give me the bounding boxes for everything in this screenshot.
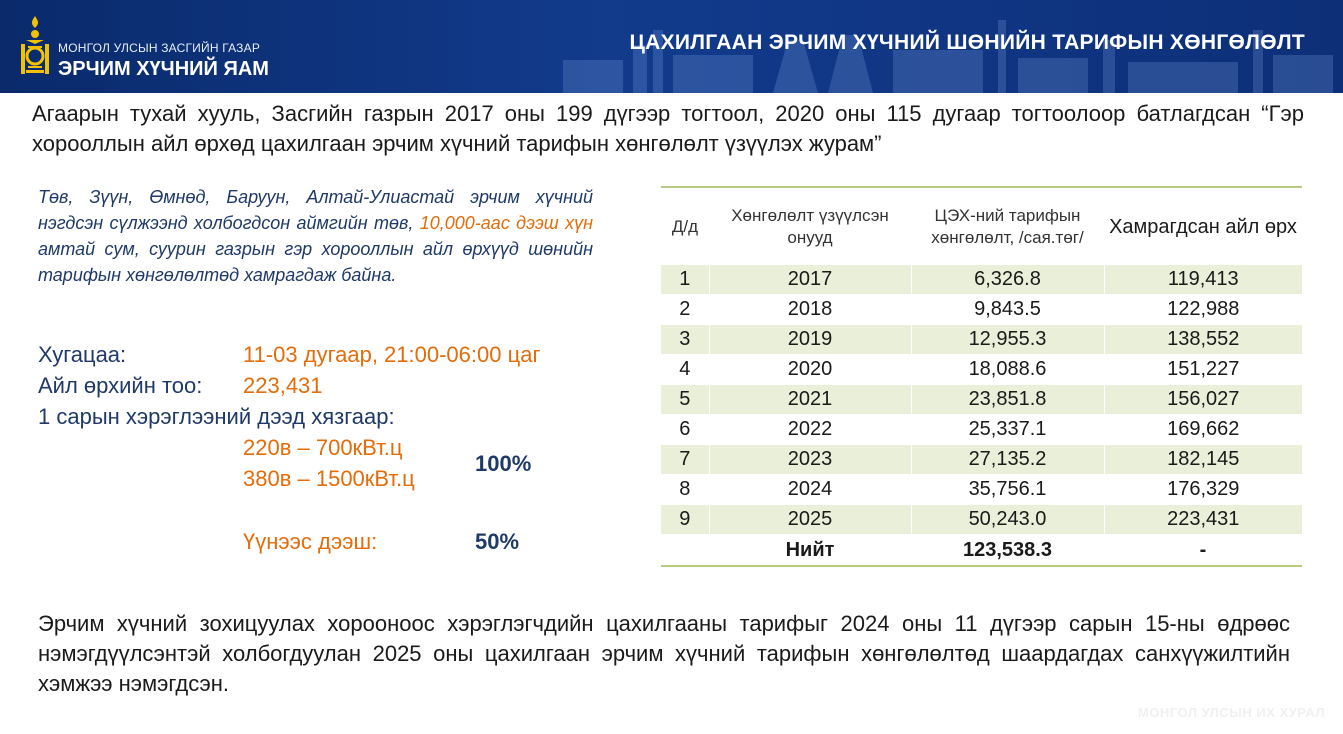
cell-no: 5 (661, 385, 709, 415)
soyombo-emblem-icon (18, 14, 52, 78)
cell-discount: 50,243.0 (911, 505, 1104, 535)
cell-no: 1 (661, 265, 709, 295)
cell-no: 9 (661, 505, 709, 535)
table-row (661, 475, 1302, 505)
households-label: Айл өрхийн тоо: (38, 373, 203, 398)
limit-discount-percent: 100% (475, 451, 532, 476)
cell-households: 138,552 (1104, 325, 1302, 355)
cell-year: 2018 (709, 295, 911, 325)
cell-no: 6 (661, 415, 709, 445)
period-label: Хугацаа: (38, 342, 127, 367)
cell-discount: 27,135.2 (911, 445, 1104, 475)
coverage-note (38, 184, 593, 288)
limit-label: 1 сарын хэрэглээний дээд хязгаар: (38, 404, 395, 429)
cell-households: 122,988 (1104, 295, 1302, 325)
table-row (661, 295, 1302, 325)
cell-no: 2 (661, 295, 709, 325)
table-row (661, 325, 1302, 355)
cell-discount: 12,955.3 (911, 325, 1104, 355)
header-banner (0, 0, 1343, 93)
cell-discount: 35,756.1 (911, 475, 1104, 505)
cell-discount: 25,337.1 (911, 415, 1104, 445)
header-years: Хөнгөлөлт үзүүлсэн онууд (709, 187, 911, 265)
table-row (661, 265, 1302, 295)
cell-year: 2022 (709, 415, 911, 445)
government-label: МОНГОЛ УЛСЫН ЗАСГИЙН ГАЗАР (58, 41, 261, 55)
cell-total-label: Нийт (709, 535, 911, 567)
cell-year: 2020 (709, 355, 911, 385)
note-highlight: 10,000-аас дээш хүн (419, 213, 593, 233)
header-households: Хамрагдсан айл өрх (1104, 187, 1302, 265)
cell-households: 223,431 (1104, 505, 1302, 535)
table-header-row (661, 187, 1302, 265)
cell-households: 151,227 (1104, 355, 1302, 385)
cell-no: 8 (661, 475, 709, 505)
cell-households: 182,145 (1104, 445, 1302, 475)
cell-no: 4 (661, 355, 709, 385)
page-title: ЦАХИЛГААН ЭРЧИМ ХҮЧНИЙ ШӨНИЙН ТАРИФЫН ХӨНГӨЛӨЛТ (629, 31, 1305, 54)
header-discount: ЦЭХ-ний тарифын хөнгөлөлт, /сая.төг/ (911, 187, 1104, 265)
header-no: Д/д (661, 187, 709, 265)
cell-households: 169,662 (1104, 415, 1302, 445)
table-row (661, 445, 1302, 475)
table-row (661, 355, 1302, 385)
cell-year: 2021 (709, 385, 911, 415)
discount-table (661, 186, 1302, 567)
cell-year: 2024 (709, 475, 911, 505)
cell-year: 2025 (709, 505, 911, 535)
table-total-row (661, 535, 1302, 567)
table-row (661, 385, 1302, 415)
table-row (661, 505, 1302, 535)
cell-year: 2019 (709, 325, 911, 355)
households-value: 223,431 (243, 373, 323, 398)
cell-households: 119,413 (1104, 265, 1302, 295)
intro-paragraph: Агаарын тухай хууль, Засгийн газрын 2017 оны 199 дүгээр тогтоол, 2020 оны 115 дугаар тогтоолоор батлагдсан “Гэр хорооллын айл өрхөд цахилгаан эрчим хүчний тарифын хөнгөлөлт үзүүлэх журам” (32, 101, 1304, 156)
cell-total-empty (661, 535, 709, 567)
cell-total-value: 123,538.3 (911, 535, 1104, 567)
footer-paragraph: Эрчим хүчний зохицуулах хорооноос хэрэглэгчдийн цахилгааны тарифыг 2024 оны 11 дүгээр сарын 15-ны өдрөөс нэмэгдүүлсэнтэй холбогдуулан 2025 оны цахилгаан эрчим хүчний тарифын хөнгөлөлтөд шаардагдах санхүүжилтийн хэмжээ нэмэгдсэн. (38, 611, 1290, 696)
ministry-name: ЭРЧИМ ХҮЧНИЙ ЯАМ (58, 58, 269, 80)
cell-no: 3 (661, 325, 709, 355)
cell-households: 156,027 (1104, 385, 1302, 415)
note-text-2: амтай сум, суурин газрын гэр хорооллын айл өрхүүд шөнийн тарифын хөнгөлөлтөд хамрагдаж байна. (38, 239, 593, 285)
cell-discount: 9,843.5 (911, 295, 1104, 325)
cell-year: 2017 (709, 265, 911, 295)
parliament-watermark: МОНГОЛ УЛСЫН ИХ ХУРАЛ (1138, 705, 1325, 720)
cell-year: 2023 (709, 445, 911, 475)
above-limit-percent: 50% (475, 529, 520, 554)
cell-discount: 23,851.8 (911, 385, 1104, 415)
limit-220v: 220в – 700кВт.ц (243, 435, 403, 460)
cell-discount: 18,088.6 (911, 355, 1104, 385)
limit-380v: 380в – 1500кВт.ц (243, 466, 415, 491)
cell-discount: 6,326.8 (911, 265, 1104, 295)
cell-total-households: - (1104, 535, 1302, 567)
cell-households: 176,329 (1104, 475, 1302, 505)
cell-no: 7 (661, 445, 709, 475)
above-limit-label: Үүнээс дээш: (243, 529, 378, 554)
period-value: 11-03 дугаар, 21:00-06:00 цаг (243, 342, 541, 367)
table-row (661, 415, 1302, 445)
note-text-1: Төв, Зүүн, Өмнөд, Баруун, Алтай-Улиастай эрчим хүчний нэгдсэн сүлжээнд холбогдсон аймгийн төв, (38, 187, 593, 233)
